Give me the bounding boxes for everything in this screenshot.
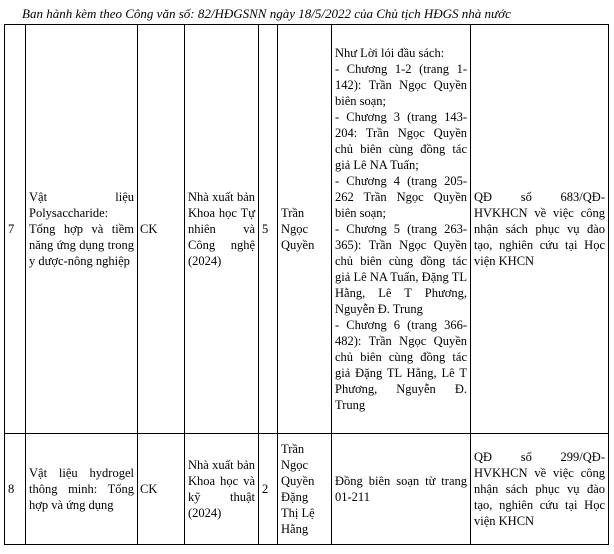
book-type: CK bbox=[138, 25, 185, 434]
row-index: 7 bbox=[5, 25, 26, 434]
book-type: CK bbox=[138, 434, 185, 545]
book-publisher: Nhà xuất bản Khoa học và kỹ thuật (2024) bbox=[185, 434, 259, 545]
role-line: - Chương 3 (trang 143-204: Trần Ngọc Quyền chủ biên cùng đồng tác giả Lê NA Tuấn; bbox=[335, 110, 467, 172]
author-role bbox=[332, 434, 471, 545]
book-author: Trần Ngọc Quyền Đặng Thị Lệ Hằng bbox=[278, 434, 332, 545]
table-row bbox=[5, 25, 609, 434]
book-title: Vật liệu hydrogel thông minh: Tổng hợp và ứng dụng bbox=[26, 434, 138, 545]
book-title: Vật liệu Polysaccharide: Tổng hợp và tiềm năng ứng dụng trong y dược-nông nghiệp bbox=[26, 25, 138, 434]
book-author: Trần Ngọc Quyền bbox=[278, 25, 332, 434]
author-count: 2 bbox=[259, 434, 278, 545]
role-line: - Chương 1-2 (trang 1-142): Trần Ngọc Quyền biên soạn; bbox=[335, 62, 467, 108]
author-count: 5 bbox=[259, 25, 278, 434]
approval-decision: QĐ số 299/QĐ-HVKHCN về việc công nhận sách phục vụ đào tạo, nghiên cứu tại Học viện KHCN bbox=[471, 434, 609, 545]
author-role bbox=[332, 25, 471, 434]
role-line: - Chương 6 (trang 366-482): Trần Ngọc Quyền chủ biên cùng đồng tác giả Đặng TL Hằng, Lê T Phương, Nguyễn Đ. Trung bbox=[335, 318, 467, 412]
book-publisher: Nhà xuất bản Khoa học Tự nhiên và Công nghệ (2024) bbox=[185, 25, 259, 434]
books-table bbox=[4, 24, 609, 545]
document-header: Ban hành kèm theo Công văn số: 82/HĐGSNN ngày 18/5/2022 của Chủ tịch HĐGS nhà nước bbox=[22, 6, 511, 21]
role-line: - Chương 5 (trang 263-365): Trần Ngọc Quyền chủ biên cùng đồng tác giả Lê NA Tuấn, Đặng TL Hằng, Lê T Phương, Nguyễn Đ. Trung bbox=[335, 222, 467, 316]
role-line: - Chương 4 (trang 205-262 Trần Ngọc Quyền biên soạn; bbox=[335, 174, 467, 220]
table-row bbox=[5, 434, 609, 545]
role-line: Đồng biên soạn từ trang 01-211 bbox=[335, 474, 467, 504]
role-line: Như Lời lói đầu sách: bbox=[335, 46, 445, 60]
row-index: 8 bbox=[5, 434, 26, 545]
approval-decision: QĐ số 683/QĐ-HVKHCN về việc công nhận sách phục vụ đào tạo, nghiên cứu tại Học viện KHCN bbox=[471, 25, 609, 434]
